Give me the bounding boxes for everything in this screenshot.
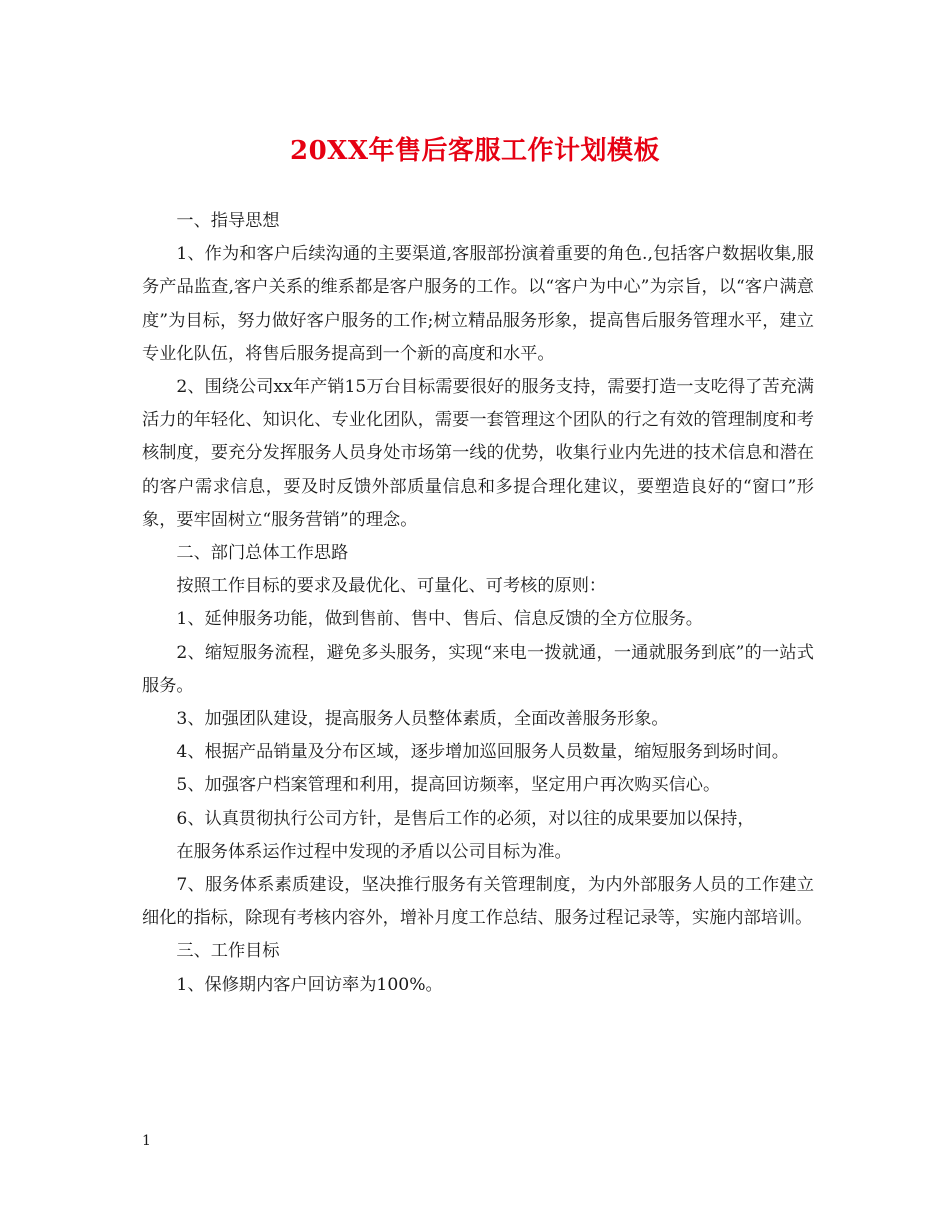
- section-heading: 三、工作目标: [176, 941, 280, 962]
- list-item: 3、加强团队建设，提高服务人员整体素质，全面改善服务形象。: [176, 709, 669, 730]
- page-number: 1: [142, 1133, 151, 1149]
- section-heading: 二、部门总体工作思路: [176, 543, 349, 564]
- list-item: 5、加强客户档案管理和利用，提高回访频率，坚定用户再次购买信心。: [176, 775, 721, 796]
- list-item: 1、保修期内客户回访率为100%。: [176, 974, 443, 995]
- paragraph: 2、围绕公司xx年产销15万台目标需要很好的服务支持，需要打造一支吃得了苦充满活力的年轻化、知识化、专业化团队，需要一套管理这个团队的行之有效的管理制度和考核制度，要充分发挥服务人员身处市场第一线的优势，收集行业内先进的技术信息和潜在的客户需求信息，要及时反馈外部质量信息和多提合理化建议，要塑造良好的“窗口”形象，要牢固树立“服务营销”的理念。: [142, 377, 814, 530]
- document-body: [142, 205, 814, 1002]
- list-item: 6、认真贯彻执行公司方针，是售后工作的必须，对以往的成果要加以保持，: [176, 808, 755, 829]
- list-item: 7、服务体系素质建设，坚决推行服务有关管理制度，为内外部服务人员的工作建立细化的指标，除现有考核内容外，增补月度工作总结、服务过程记录等，实施内部培训。: [142, 875, 814, 929]
- list-item-continuation: 在服务体系运作过程中发现的矛盾以公司目标为准。: [176, 841, 572, 862]
- list-item: 2、缩短服务流程，避免多头服务，实现“来电一拨就通，一通就服务到底”的一站式服务。: [142, 642, 814, 696]
- paragraph: 1、作为和客户后续沟通的主要渠道,客服部扮演着重要的角色.,包括客户数据收集,服务产品监查,客户关系的维系都是客户服务的工作。以“客户为中心”为宗旨，以“客户满意度”为目标，努力做好客户服务的工作;树立精品服务形象，提高售后服务管理水平，建立专业化队伍，将售后服务提高到一个新的高度和水平。: [142, 244, 814, 364]
- paragraph: 按照工作目标的要求及最优化、可量化、可考核的原则：: [176, 576, 607, 597]
- document-title: 20XX年售后客服工作计划模板: [289, 136, 661, 166]
- list-item: 1、延伸服务功能，做到售前、售中、售后、信息反馈的全方位服务。: [176, 609, 703, 630]
- list-item: 4、根据产品销量及分布区域，逐步增加巡回服务人员数量，缩短服务到场时间。: [176, 742, 789, 763]
- section-heading: 一、指导思想: [176, 211, 280, 231]
